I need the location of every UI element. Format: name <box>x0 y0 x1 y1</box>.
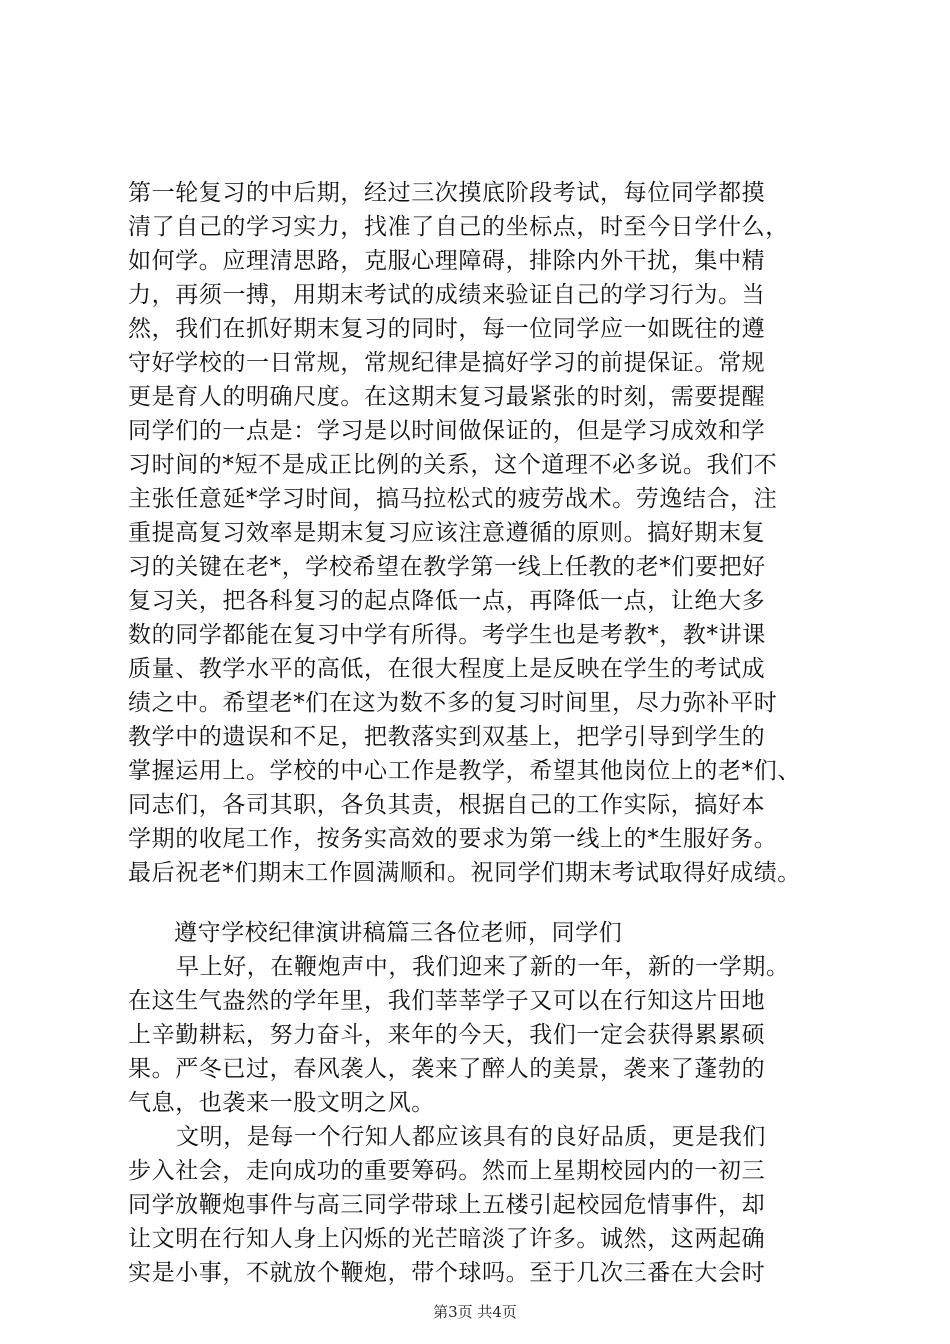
text-line: 文明，是每一个行知人都应该具有的良好品质，更是我们 <box>176 1124 766 1150</box>
text-line: 质量、教学水平的高低，在很大程度上是反映在学生的考试成 <box>128 656 766 682</box>
text-line: 第一轮复习的中后期，经过三次摸底阶段考试，每位同学都摸 <box>128 180 766 206</box>
text-line: 果。严冬已过，春风袭人，袭来了醉人的美景，袭来了蓬勃的 <box>128 1056 766 1082</box>
text-line: 同志们，各司其职，各负其责，根据自己的工作实际，搞好本 <box>128 792 766 818</box>
page-footer: 第3页 共4页 <box>433 1303 517 1321</box>
text-line: 清了自己的学习实力，找准了自己的坐标点，时至今日学什么， <box>128 214 789 240</box>
text-line: 守好学校的一日常规，常规纪律是搞好学习的前提保证。常规 <box>128 350 766 376</box>
text-line: 早上好，在鞭炮声中，我们迎来了新的一年，新的一学期。 <box>176 954 790 980</box>
text-line: 更是育人的明确尺度。在这期末复习最紧张的时刻，需要提醒 <box>128 384 766 410</box>
text-line: 在这生气盎然的学年里，我们莘莘学子又可以在行知这片田地 <box>128 988 766 1014</box>
text-line: 同学们的一点是：学习是以时间做保证的，但是学习成效和学 <box>128 418 766 444</box>
text-line: 气息，也袭来一股文明之风。 <box>128 1090 435 1116</box>
text-line: 然，我们在抓好期末复习的同时，每一位同学应一如既往的遵 <box>128 316 766 342</box>
text-line: 实是小事，不就放个鞭炮，带个球吗。至于几次三番在大会时 <box>128 1260 766 1286</box>
text-line: 让文明在行知人身上闪烁的光芒暗淡了许多。诚然，这两起确 <box>128 1226 766 1252</box>
paragraph-2 <box>128 950 840 1120</box>
text-line: 上辛勤耕耘，努力奋斗，来年的今天，我们一定会获得累累硕 <box>128 1022 766 1048</box>
text-line: 绩之中。希望老*们在这为数不多的复习时间里，尽力弥补平时 <box>128 690 778 716</box>
text-line: 习时间的*短不是成正比例的关系，这个道理不必多说。我们不 <box>128 452 778 478</box>
text-line: 掌握运用上。学校的中心工作是教学，希望其他岗位上的老*们、 <box>128 758 801 784</box>
text-line: 学期的收尾工作，按务实高效的要求为第一线上的*生服好务。 <box>128 826 778 852</box>
text-line: 同学放鞭炮事件与高三同学带球上五楼引起校园危情事件，却 <box>128 1192 766 1218</box>
text-line: 最后祝老*们期末工作圆满顺和。祝同学们期末考试取得好成绩。 <box>128 860 801 886</box>
document-body <box>128 176 840 1290</box>
text-line: 教学中的遗误和不足，把教落实到双基上，把学引导到学生的 <box>128 724 766 750</box>
paragraph-1 <box>128 176 840 890</box>
text-line: 如何学。应理清思路，克服心理障碍，排除内外干扰，集中精 <box>128 248 766 274</box>
text-line: 步入社会，走向成功的重要筹码。然而上星期校园内的一初三 <box>128 1158 766 1184</box>
text-line: 重提高复习效率是期末复习应该注意遵循的原则。搞好期末复 <box>128 520 766 546</box>
text-line: 力，再须一搏，用期末考试的成绩来验证自己的学习行为。当 <box>128 282 766 308</box>
text-line: 数的同学都能在复习中学有所得。考学生也是考教*，教*讲课 <box>128 622 766 648</box>
text-line: 习的关键在老*，学校希望在教学第一线上任教的老*们要把好 <box>128 554 766 580</box>
text-line: 复习关，把各科复习的起点降低一点，再降低一点，让绝大多 <box>128 588 766 614</box>
section-heading: 遵守学校纪律演讲稿篇三各位老师，同学们 <box>174 920 623 946</box>
text-line: 主张任意延*学习时间，搞马拉松式的疲劳战术。劳逸结合，注 <box>128 486 778 512</box>
paragraph-3 <box>128 1120 840 1290</box>
paragraph-gap <box>128 890 840 916</box>
